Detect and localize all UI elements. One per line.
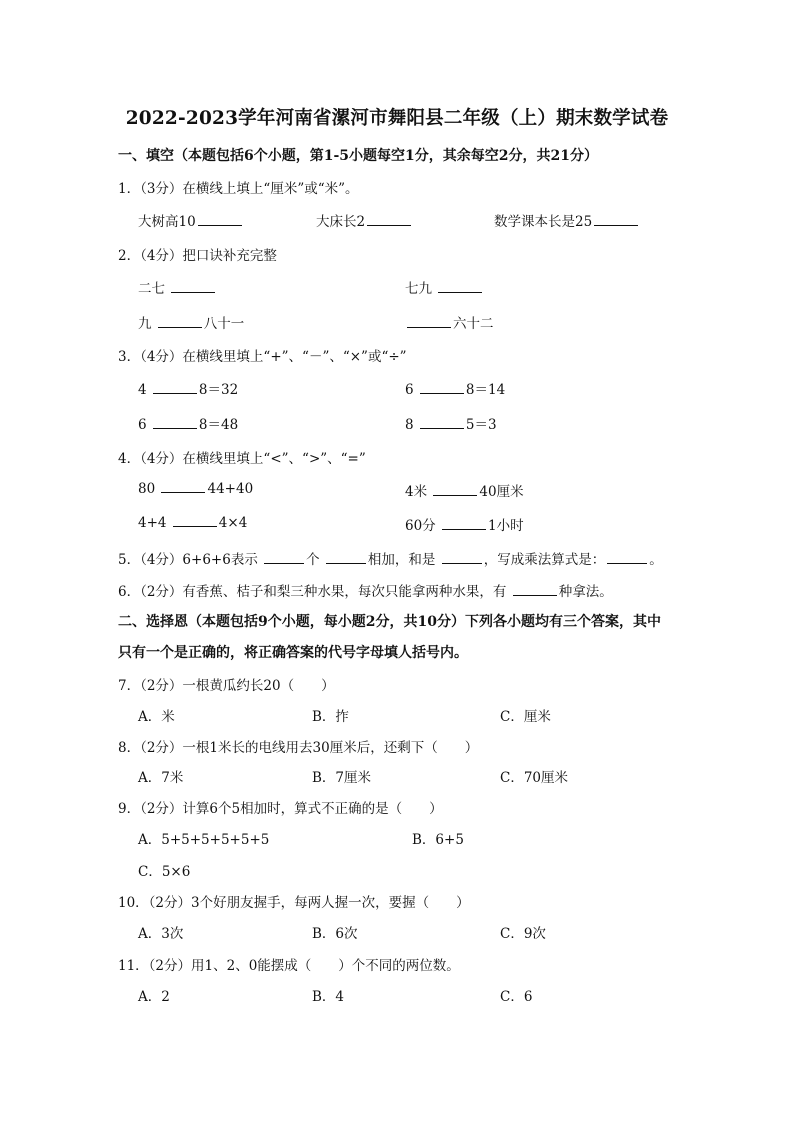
- q1-option-b: 大床长2: [316, 210, 413, 230]
- q3-item-d: 8 5＝3: [405, 417, 497, 433]
- q8-stem: 8．（2分）一根1米长的电线用去30厘米后，还剩下（ ）: [118, 740, 479, 756]
- answer-blank[interactable]: [594, 213, 638, 226]
- q1-stem: 1．（3分）在横线上填上“厘米”或“米”。: [118, 181, 359, 197]
- q1-option-c: 数学课本长是25: [494, 210, 640, 230]
- q3-item-a: 4 8＝32: [138, 382, 239, 398]
- answer-blank[interactable]: [161, 480, 205, 493]
- q11-stem: 11．（2分）用1、2、0能摆成（ ）个不同的两位数。: [118, 958, 460, 974]
- q2-item-c: 九 八十一: [138, 316, 245, 332]
- q10-option-c[interactable]: C．9次: [500, 926, 546, 942]
- answer-blank[interactable]: [367, 213, 411, 226]
- q11-option-c[interactable]: C．6: [500, 989, 533, 1005]
- section-2-heading-line1: 二、选择恩（本题包括9个小题，每小题2分，共10分）下列各小题均有三个答案，其中: [118, 614, 661, 630]
- q3-stem: 3．（4分）在横线里填上“+”、“－”、“×”或“÷”: [118, 349, 407, 365]
- answer-blank[interactable]: [153, 416, 197, 429]
- answer-blank[interactable]: [442, 517, 486, 530]
- answer-blank[interactable]: [442, 551, 482, 564]
- answer-blank[interactable]: [264, 551, 304, 564]
- q4-item-b: 4米 40厘米: [405, 484, 524, 500]
- q4-item-d: 60分 1小时: [405, 518, 524, 534]
- page-title: 2022-2023学年河南省漯河市舞阳县二年级（上）期末数学试卷: [125, 108, 669, 129]
- q3-item-c: 6 8＝48: [138, 417, 239, 433]
- answer-blank[interactable]: [407, 315, 451, 328]
- q4-stem: 4．（4分）在横线里填上“<”、“>”、“=”: [118, 451, 366, 467]
- answer-blank[interactable]: [438, 280, 482, 293]
- q7-option-a[interactable]: A．米: [138, 709, 175, 725]
- answer-blank[interactable]: [173, 514, 217, 527]
- q8-option-c[interactable]: C．70厘米: [500, 770, 569, 786]
- q9-option-c[interactable]: C．5×6: [138, 864, 191, 880]
- answer-blank[interactable]: [158, 315, 202, 328]
- q4-item-a: 80 44+40: [138, 481, 254, 497]
- q10-stem: 10．（2分）3个好朋友握手，每两人握一次，要握（ ）: [118, 895, 470, 911]
- q9-option-b[interactable]: B．6+5: [412, 832, 464, 848]
- section-1-heading: 一、填空（本题包括6个小题，第1-5小题每空1分，其余每空2分，共21分）: [118, 148, 598, 164]
- q7-option-b[interactable]: B．拃: [312, 709, 349, 725]
- q9-stem: 9．（2分）计算6个5相加时，算式不正确的是（ ）: [118, 801, 443, 817]
- q7-option-c[interactable]: C．厘米: [500, 709, 551, 725]
- q11-option-a[interactable]: A．2: [138, 989, 170, 1005]
- q2-item-b: 七九: [405, 277, 484, 297]
- q9-option-a[interactable]: A．5+5+5+5+5+5: [138, 832, 270, 848]
- answer-blank[interactable]: [153, 381, 197, 394]
- q6-line: 6．（2分）有香蕉、桔子和梨三种水果，每次只能拿两种水果，有 种拿法。: [118, 584, 613, 600]
- section-2-heading-line2: 只有一个是正确的，将正确答案的代号字母填人括号内。: [118, 645, 468, 661]
- answer-blank[interactable]: [433, 483, 477, 496]
- q2-stem: 2．（4分）把口诀补充完整: [118, 248, 277, 264]
- q10-option-a[interactable]: A．3次: [138, 926, 184, 942]
- q8-option-b[interactable]: B．7厘米: [312, 770, 372, 786]
- answer-blank[interactable]: [420, 381, 464, 394]
- answer-blank[interactable]: [607, 551, 647, 564]
- q3-item-b: 6 8＝14: [405, 382, 506, 398]
- answer-blank[interactable]: [171, 280, 215, 293]
- q10-option-b[interactable]: B．6次: [312, 926, 358, 942]
- q8-option-a[interactable]: A．7米: [138, 770, 184, 786]
- q2-item-d: 六十二: [405, 312, 494, 332]
- q2-item-a: 二七: [138, 277, 217, 297]
- q1-option-a: 大树高10: [138, 210, 244, 230]
- answer-blank[interactable]: [326, 551, 366, 564]
- q11-option-b[interactable]: B．4: [312, 989, 345, 1005]
- answer-blank[interactable]: [513, 583, 557, 596]
- q4-item-c: 4+4 4×4: [138, 515, 248, 531]
- answer-blank[interactable]: [198, 213, 242, 226]
- q5-line: 5．（4分）6+6+6表示 个 相加，和是 ，写成乘法算式是： 。: [118, 552, 663, 568]
- answer-blank[interactable]: [420, 416, 464, 429]
- q7-stem: 7．（2分）一根黄瓜约长20（ ）: [118, 678, 335, 694]
